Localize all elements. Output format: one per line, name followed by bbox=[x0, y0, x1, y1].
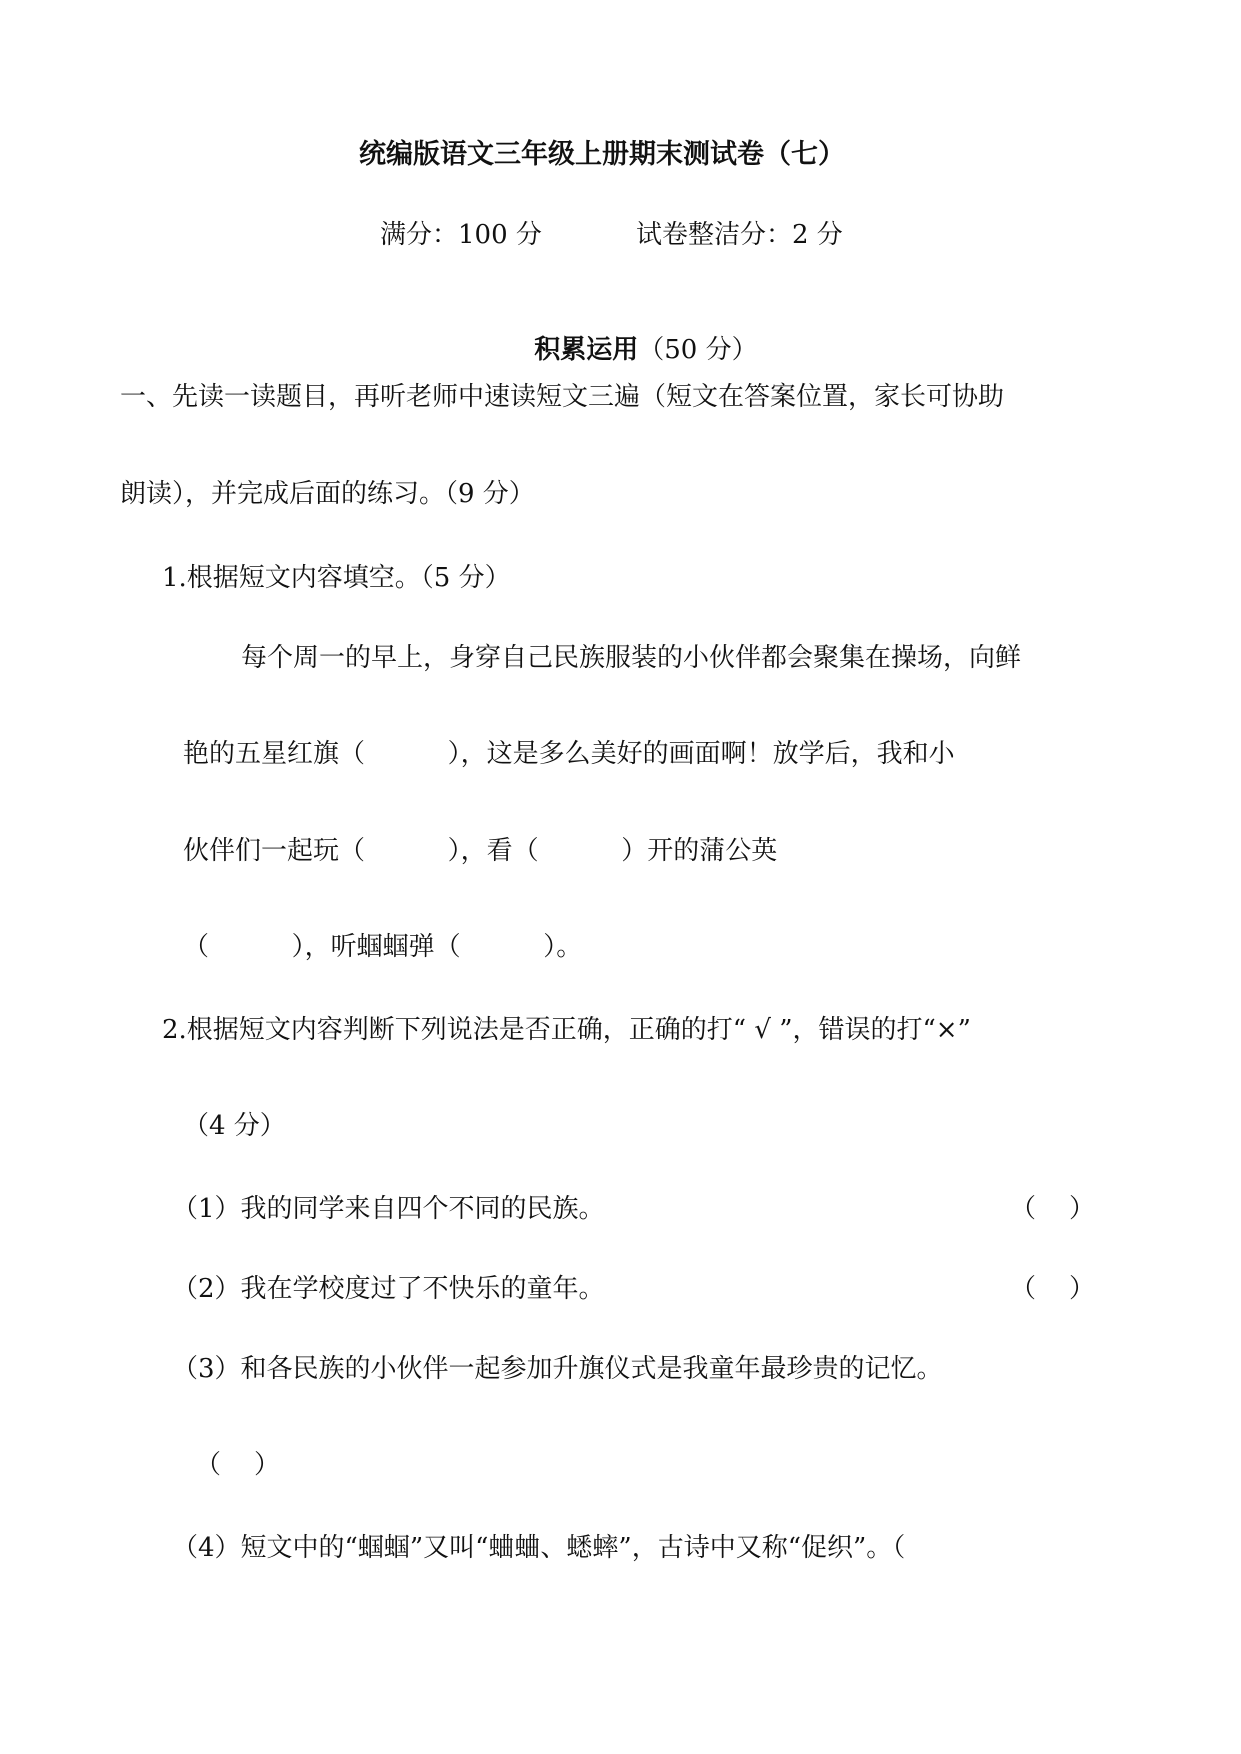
question-1-line-1: 一、先读一读题目，再听老师中速读短文三遍（短文在答案位置，家长可协助 bbox=[120, 382, 1005, 412]
section-name: 积累运用 bbox=[534, 335, 639, 365]
neatness-score: 试卷整洁分：2 分 bbox=[636, 220, 843, 250]
judgement-item: （4）短文中的“蝈蝈”又叫“蛐蛐、蟋蟀”，古诗中又称“促织”。（ bbox=[172, 1533, 906, 1563]
full-score: 满分：100 分 bbox=[380, 220, 542, 250]
judgement-item: （2）我在学校度过了不快乐的童年。 bbox=[172, 1274, 605, 1304]
subquestion-2-heading: 2.根据短文内容判断下列说法是否正确，正确的打“ √ ”，错误的打“×” bbox=[162, 1015, 971, 1045]
fill-blank-line: 艳的五星红旗（ ），这是多么美好的画面啊！放学后，我和小 bbox=[183, 739, 955, 769]
judgement-answer-blank: （ ） bbox=[195, 1450, 281, 1480]
fill-blank-line: 每个周一的早上，身穿自己民族服装的小伙伴都会聚集在操场，向鲜 bbox=[241, 643, 1022, 673]
subquestion-2-score: （4 分） bbox=[183, 1111, 286, 1141]
page-title: 统编版语文三年级上册期末测试卷（七） bbox=[359, 139, 845, 170]
subquestion-1-heading: 1.根据短文内容填空。（5 分） bbox=[162, 563, 511, 593]
judgement-answer-blank: （ ） bbox=[1010, 1194, 1096, 1224]
fill-blank-line: （ ），听蝈蝈弹（ ）。 bbox=[183, 932, 583, 962]
judgement-answer-blank: （ ） bbox=[1010, 1274, 1096, 1304]
judgement-item: （1）我的同学来自四个不同的民族。 bbox=[172, 1194, 605, 1224]
section-score: （50 分） bbox=[638, 335, 758, 365]
question-1-line-2: 朗读），并完成后面的练习。（9 分） bbox=[120, 479, 535, 509]
judgement-item: （3）和各民族的小伙伴一起参加升旗仪式是我童年最珍贵的记忆。 bbox=[172, 1354, 943, 1384]
fill-blank-line: 伙伴们一起玩（ ），看（ ）开的蒲公英 bbox=[183, 836, 778, 866]
